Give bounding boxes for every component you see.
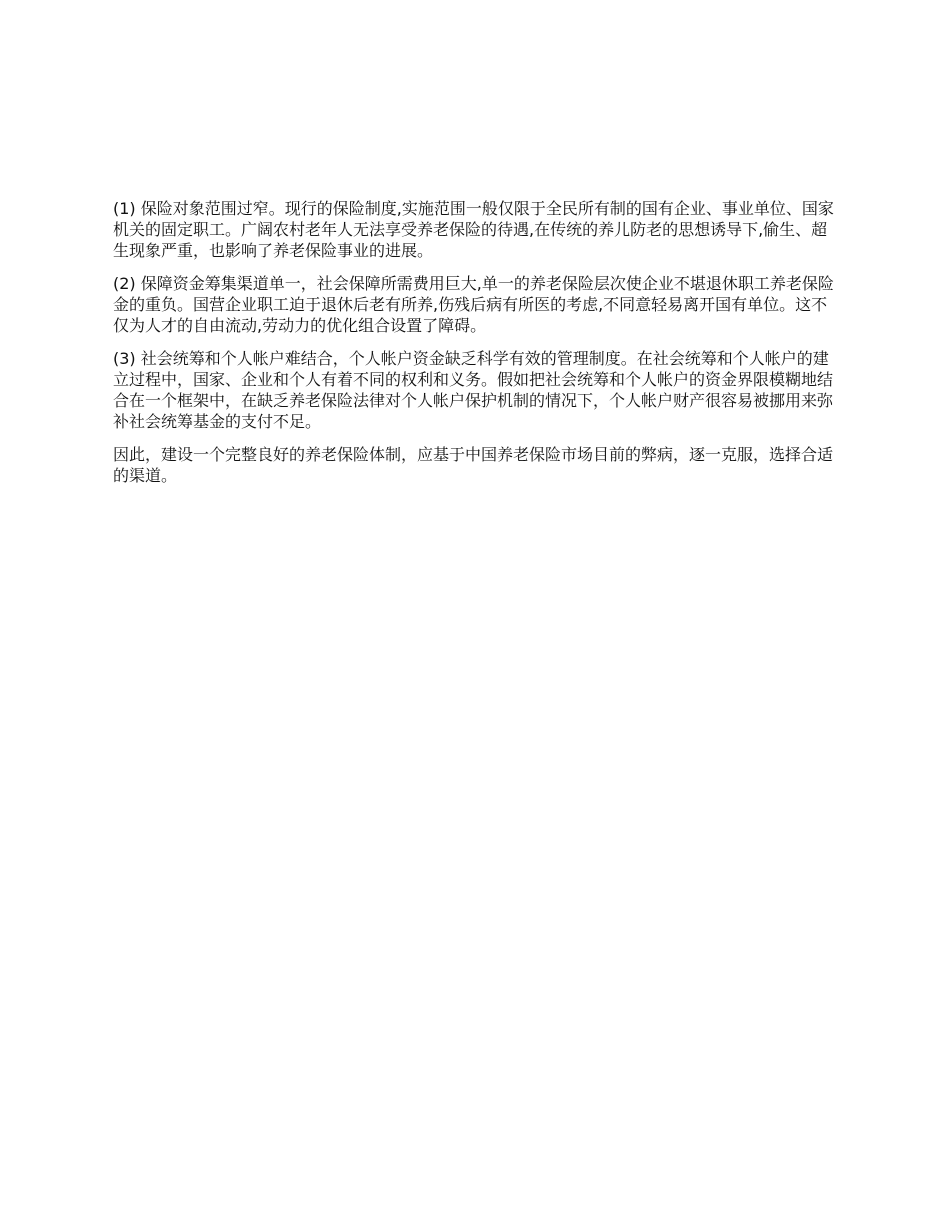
paragraph-1: (1) 保险对象范围过窄。现行的保险制度,实施范围一般仅限于全民所有制的国有企业、事业单位、国家机关的固定职工。广阔农村老年人无法享受养老保险的待遇,在传统的养儿防老的思想诱导下,偷生、超生现象严重，也影响了养老保险事业的进展。 [113,199,834,260]
paragraph-4: 因此，建设一个完整良好的养老保险体制，应基于中国养老保险市场目前的弊病，逐一克服，选择合适的渠道。 [113,445,834,485]
paragraph-3: (3) 社会统筹和个人帐户难结合，个人帐户资金缺乏科学有效的管理制度。在社会统筹和个人帐户的建立过程中，国家、企业和个人有着不同的权利和义务。假如把社会统筹和个人帐户的资金界限模糊地结合在一个框架中，在缺乏养老保险法律对个人帐户保护机制的情况下，个人帐户财产很容易被挪用来弥补社会统筹基金的支付不足。 [113,349,834,431]
paragraph-2: (2) 保障资金筹集渠道单一，社会保障所需费用巨大,单一的养老保险层次使企业不堪退休职工养老保险金的重负。国营企业职工迫于退休后老有所养,伤残后病有所医的考虑,不同意轻易离开国有单位。这不仅为人才的自由流动,劳动力的优化组合设置了障碍。 [113,274,834,335]
document-body [113,198,840,498]
